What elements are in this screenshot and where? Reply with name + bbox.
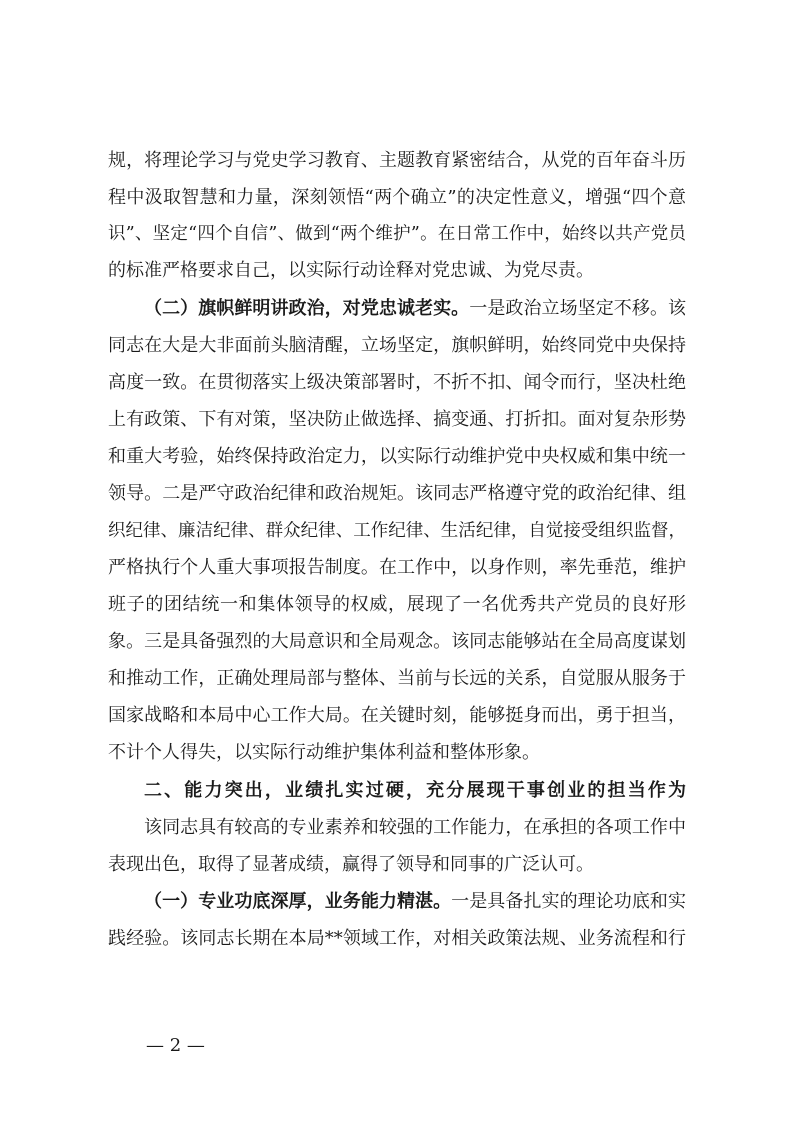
paragraph-lead-line bbox=[144, 297, 686, 321]
subheading-bold: （一）专业功底深厚，业务能力精湛。 bbox=[144, 891, 452, 912]
section-heading: 二、能力突出，业绩扎实过硬，充分展现干事创业的担当作为 bbox=[144, 780, 686, 801]
paragraph-line: 不计个人得失，以实际行动维护集体利益和整体形象。 bbox=[108, 742, 540, 763]
paragraph-line: 践经验。该同志长期在本局**领域工作，对相关政策法规、业务流程和行 bbox=[108, 928, 686, 949]
paragraph-line: 上有政策、下有对策，坚决防止做选择、搞变通、打折扣。面对复杂形势 bbox=[108, 409, 686, 430]
paragraph-line: 该同志具有较高的专业素养和较强的工作能力，在承担的各项工作中 bbox=[144, 817, 686, 838]
paragraph-line: 象。三是具备强烈的大局意识和全局观念。该同志能够站在全局高度谋划 bbox=[108, 631, 686, 652]
paragraph-line: 严格执行个人重大事项报告制度。在工作中，以身作则，率先垂范，维护 bbox=[108, 557, 686, 578]
paragraph-line: 织纪律、廉洁纪律、群众纪律、工作纪律、生活纪律，自觉接受组织监督， bbox=[108, 521, 686, 541]
lead-text: 一是具备扎实的理论功底和实 bbox=[451, 891, 686, 912]
paragraph-line: 规，将理论学习与党史学习教育、主题教育紧密结合，从党的百年奋斗历 bbox=[108, 150, 686, 171]
subheading-bold: （二）旗帜鲜明讲政治，对党忠诚老实。 bbox=[144, 298, 470, 319]
paragraph-line: 国家战略和本局中心工作大局。在关键时刻，能够挺身而出，勇于担当， bbox=[108, 705, 686, 726]
paragraph-line: 同志在大是大非面前头脑清醒，立场坚定，旗帜鲜明，始终同党中央保持 bbox=[108, 335, 686, 356]
paragraph-line: 和重大考验，始终保持政治定力，以实际行动维护党中央权威和集中统一 bbox=[108, 446, 686, 467]
paragraph-line: 的标准严格要求自己，以实际行动诠释对党忠诚、为党尽责。 bbox=[108, 260, 594, 281]
lead-text: 一是政治立场坚定不移。该 bbox=[469, 298, 687, 319]
paragraph-line: 程中汲取智慧和力量，深刻领悟“两个确立”的决定性意义，增强“四个意 bbox=[108, 187, 686, 208]
paragraph-line: 领导。二是严守政治纪律和政治规矩。该同志严格遵守党的政治纪律、组 bbox=[108, 483, 686, 504]
paragraph-line: 班子的团结统一和集体领导的权威，展现了一名优秀共产党员的良好形 bbox=[108, 594, 686, 615]
paragraph-lead-line bbox=[144, 890, 686, 914]
paragraph-line: 表现出色，取得了显著成绩，赢得了领导和同事的广泛认可。 bbox=[108, 854, 594, 875]
paragraph-line: 和推动工作，正确处理局部与整体、当前与长远的关系，自觉服从服务于 bbox=[108, 668, 686, 689]
paragraph-line: 识”、坚定“四个自信”、做到“两个维护”。在日常工作中，始终以共产党员 bbox=[108, 224, 686, 244]
page-number: — 2 — bbox=[146, 1035, 205, 1056]
paragraph-line: 高度一致。在贯彻落实上级决策部署时，不折不扣、闻令而行，坚决杜绝 bbox=[108, 372, 686, 393]
